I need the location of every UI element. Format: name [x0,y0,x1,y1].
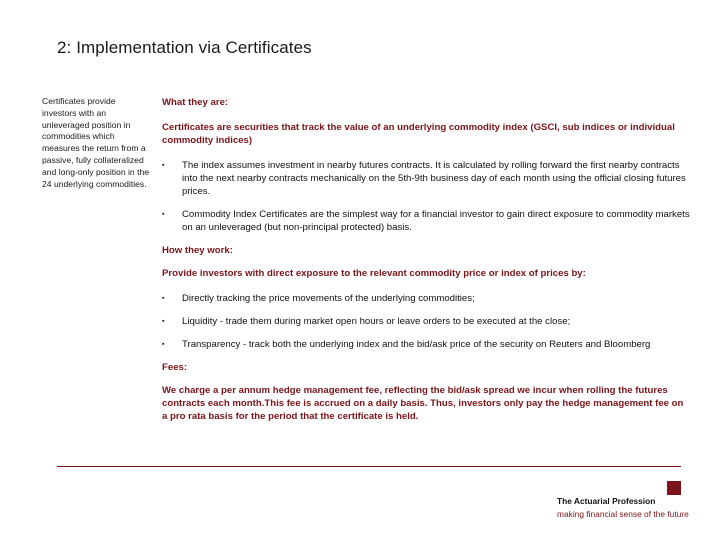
sidebar-summary: Certificates provide investors with an unleveraged position in commodities which measures the return from a passive, fully collateralized and long-only position in the 24 underlying commodities. [42,96,150,189]
bullet-icon: ▪ [162,295,165,302]
org-name: The Actuarial Profession [557,496,656,506]
bullet-icon: ▪ [162,341,165,348]
bullet-text: The index assumes investment in nearby futures contracts. It is calculated by rolling forward the first nearby contracts into the next nearby contracts mechanically on the 5th-9th business day of each month using the official closing futures prices. [182,160,686,197]
bullet-text: Directly tracking the price movements of the underlying commodities; [182,293,475,304]
bullet-icon: ▪ [162,211,165,218]
what-bullet-list [162,159,690,234]
how-heading: How they work: [162,245,233,256]
bullet-text: Commodity Index Certificates are the simplest way for a financial investor to gain direct exposure to commodity markets on an unleveraged (but non-principal protected) basis. [182,209,690,233]
list-item [162,208,690,234]
bullet-text: Transparency - track both the underlying index and the bid/ask price of the security on Reuters and Bloomberg [182,339,651,350]
what-heading: What they are: [162,97,229,108]
fees-text: We charge a per annum hedge management fee, reflecting the bid/ask spread we incur when rolling the futures contracts each month.This fee is accrued on a daily basis. Thus, investors only pay the hedge management fee on a pro rata basis for the period that the certificate is held. [162,385,684,422]
bullet-text: Liquidity - trade them during market open hours or leave orders to be executed at the close; [182,316,571,327]
how-bullet-list [162,292,690,351]
bullet-icon: ▪ [162,162,165,169]
what-intro: Certificates are securities that track the value of an underlying commodity index (GSCI, sub indices or individual commodity indices) [162,122,675,146]
list-item [162,292,690,305]
list-item [162,315,690,328]
slide-title: 2: Implementation via Certificates [57,38,312,57]
footer-divider [57,466,681,467]
logo-square-icon [667,481,681,495]
org-tagline: making financial sense of the future [557,509,689,519]
list-item [162,338,690,351]
fees-heading: Fees: [162,362,188,373]
list-item [162,159,690,198]
bullet-icon: ▪ [162,318,165,325]
how-intro: Provide investors with direct exposure to the relevant commodity price or index of prices by: [162,268,586,279]
main-content [162,96,690,423]
